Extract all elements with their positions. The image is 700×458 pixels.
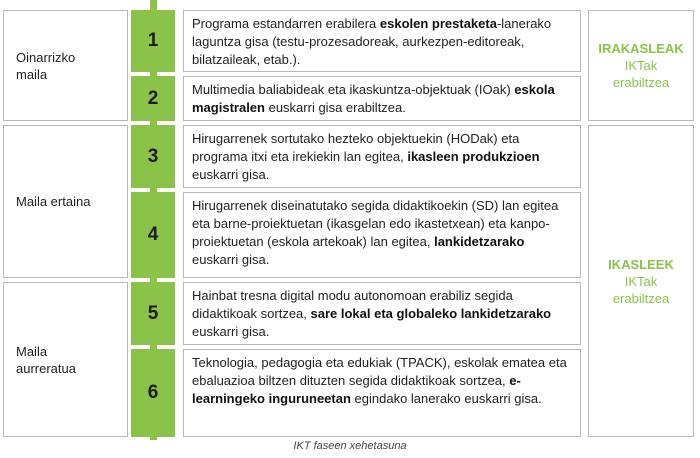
step-text: Multimedia baliabideak eta ikaskuntza-objektuak (IOak) [192,82,515,97]
step-text: euskarri gisa erabiltzea. [264,100,406,115]
step-text-emphasis: sare lokal eta globaleko lankidetzarako [310,306,552,321]
role-title: IRAKASLEAK [598,41,684,56]
level-label: Maila aurreratua [16,343,76,376]
step-description-5 [183,282,581,345]
step-description-3 [183,125,581,188]
step-number: 1 [147,30,159,51]
step-text-emphasis: eskola magistralen [192,82,555,115]
step-marker-1 [131,10,175,72]
step-description-6 [183,349,581,437]
step-text: Programa estandarren erabilera [192,16,380,31]
step-marker-2 [131,76,175,121]
step-number: 5 [147,302,159,324]
step-number: 2 [147,87,159,109]
step-marker-6 [131,349,175,437]
role-teachers [588,10,694,121]
level-intermediate [3,125,128,278]
step-description-4 [183,192,581,278]
step-marker-4 [131,192,175,278]
step-marker-3 [131,125,175,188]
step-number: 3 [147,145,159,167]
step-text: Hainbat tresna digital modu autonomoan erabiliz segida didaktikoak sortzea, [192,288,513,321]
step-text: euskarri gisa. [192,324,270,339]
step-description-1 [183,10,581,72]
step-text: Hirugarrenek diseinatutako segida didaktikoekin (SD) lan egitea eta barne-proiektuetan (ikasgelan edo ikastetxean) eta kanpo-proiektuetan (eskola artekoak) lan egitea, [192,198,559,249]
step-number: 6 [147,382,159,403]
level-label: Oinarrizko maila [16,49,76,82]
step-text-emphasis: lankidetzarako [434,234,525,249]
role-line1: IKTak [624,273,658,289]
level-basic [3,10,128,121]
role-line2: erabiltzea [612,290,670,306]
step-text: euskarri gisa. [192,167,270,182]
step-text-emphasis: eskolen prestaketa [379,16,497,31]
role-line2: erabiltzea [612,75,670,90]
role-line1: IKTak [624,58,658,73]
figure-caption: IKT faseen xehetasuna [293,440,407,452]
step-text: Hirugarrenek sortutako hezteko objektuekin (HODak) eta programa itxi eta irekiekin lan egitea, [192,131,520,164]
step-text-emphasis: e-learningeko inguruneetan [192,373,521,406]
step-marker-5 [131,282,175,345]
step-number: 4 [147,224,159,245]
step-description-2 [183,76,581,121]
step-text: Teknologia, pedagogia eta edukiak (TPACK), eskolak ematea eta ebaluazioa biltzen dituzten segida didaktikoak sortzea, [192,355,567,388]
step-text: -lanerako laguntza gisa (testu-prozesadoreak, aurkezpen-editoreak, bilatzaileak, etab.). [192,16,552,67]
role-title: IKASLEEK [608,256,674,272]
step-text: euskarri gisa. [192,252,270,267]
role-students [588,125,694,437]
level-advanced [3,282,128,437]
level-label: Maila ertaina [16,194,91,209]
step-text-emphasis: ikasleen produkzioen [407,149,540,164]
step-text: egindako lanerako euskarri gisa. [350,391,542,406]
